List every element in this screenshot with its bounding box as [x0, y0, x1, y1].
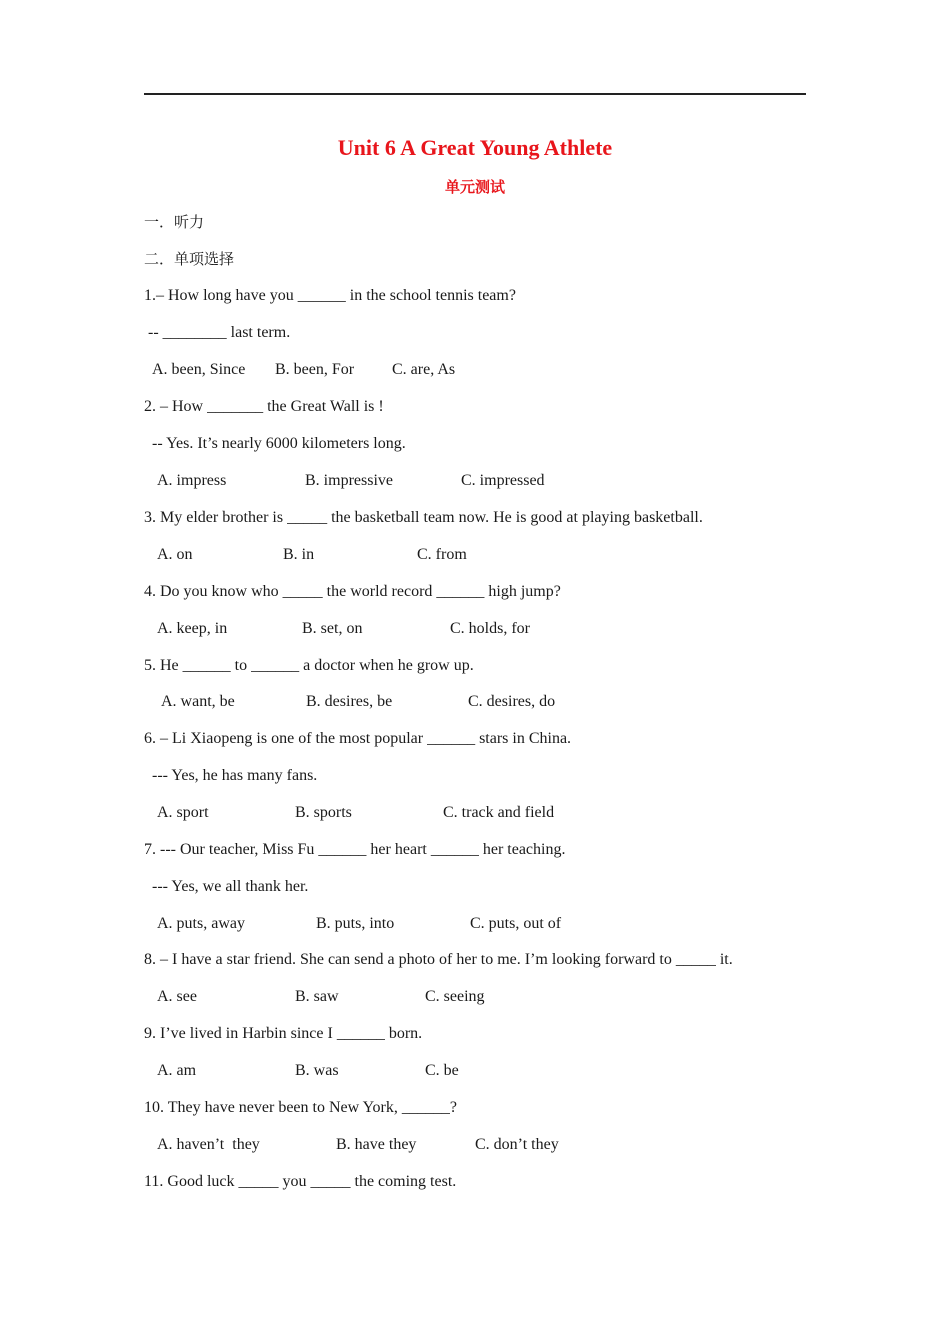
question-3-option-c: C. from: [417, 546, 467, 563]
question-7-option-c: C. puts, out of: [470, 915, 562, 932]
question-2-option-c: C. impressed: [461, 472, 545, 489]
document-subtitle: 单元测试: [444, 178, 505, 196]
question-1-option-c: C. are, As: [392, 361, 456, 378]
question-2-option-b: B. impressive: [305, 472, 393, 489]
question-9-option-b: B. was: [295, 1062, 339, 1079]
question-4-option-b: B. set, on: [302, 620, 363, 637]
question-7-option-a: A. puts, away: [157, 915, 245, 932]
question-9-stem: 9. I’ve lived in Harbin since I ______ born.: [144, 1025, 423, 1042]
question-9-option-a: A. am: [157, 1062, 197, 1079]
question-8-stem: 8. – I have a star friend. She can send a photo of her to me. I’m looking forward to _____ it.: [144, 951, 733, 968]
question-6-option-a: A. sport: [157, 804, 209, 821]
question-6-stem: 6. – Li Xiaopeng is one of the most popular ______ stars in China.: [144, 730, 572, 747]
question-4-stem: 4. Do you know who _____ the world record ______ high jump?: [144, 583, 561, 600]
question-7-option-b: B. puts, into: [316, 915, 395, 932]
question-11-stem: 11. Good luck _____ you _____ the coming test.: [144, 1173, 457, 1190]
header-rule: [144, 93, 806, 95]
question-2-stem: 2. – How _______ the Great Wall is !: [144, 398, 384, 415]
question-3-option-a: A. on: [157, 546, 193, 563]
question-5-stem: 5. He ______ to ______ a doctor when he grow up.: [144, 657, 474, 674]
question-10-option-c: C. don’t they: [475, 1136, 559, 1153]
question-7-stem: 7. --- Our teacher, Miss Fu ______ her heart ______ her teaching.: [144, 841, 566, 858]
question-2-answer-line: -- Yes. It’s nearly 6000 kilometers long.: [144, 435, 406, 452]
question-3-option-b: B. in: [283, 546, 315, 563]
question-2-option-a: A. impress: [157, 472, 227, 489]
question-1-option-a: A. been, Since: [152, 361, 246, 378]
question-1-stem: 1.– How long have you ______ in the school tennis team?: [144, 287, 516, 304]
question-6-answer-line: --- Yes, he has many fans.: [144, 767, 318, 784]
question-4-option-c: C. holds, for: [450, 620, 530, 637]
question-5-option-c: C. desires, do: [468, 693, 556, 710]
section-single-choice: 二．单项选择: [144, 250, 235, 268]
question-6-option-c: C. track and field: [443, 804, 555, 821]
question-9-option-c: C. be: [425, 1062, 459, 1079]
question-1-option-b: B. been, For: [275, 361, 355, 378]
question-6-option-b: B. sports: [295, 804, 352, 821]
question-10-option-a: A. haven’t they: [157, 1136, 260, 1153]
question-5-option-a: A. want, be: [161, 693, 235, 710]
question-10-stem: 10. They have never been to New York, ______?: [144, 1099, 457, 1116]
question-10-option-b: B. have they: [336, 1136, 417, 1153]
question-8-option-b: B. saw: [295, 988, 339, 1005]
document-title: Unit 6 A Great Young Athlete: [337, 135, 613, 160]
question-5-option-b: B. desires, be: [306, 693, 393, 710]
question-3-stem: 3. My elder brother is _____ the basketball team now. He is good at playing basketball.: [144, 509, 703, 526]
section-listening: 一．听力: [144, 213, 205, 231]
question-4-option-a: A. keep, in: [157, 620, 228, 637]
question-1-answer-line: -- ________ last term.: [144, 324, 291, 341]
question-8-option-c: C. seeing: [425, 988, 485, 1005]
question-7-answer-line: --- Yes, we all thank her.: [144, 878, 309, 895]
question-8-option-a: A. see: [157, 988, 197, 1005]
